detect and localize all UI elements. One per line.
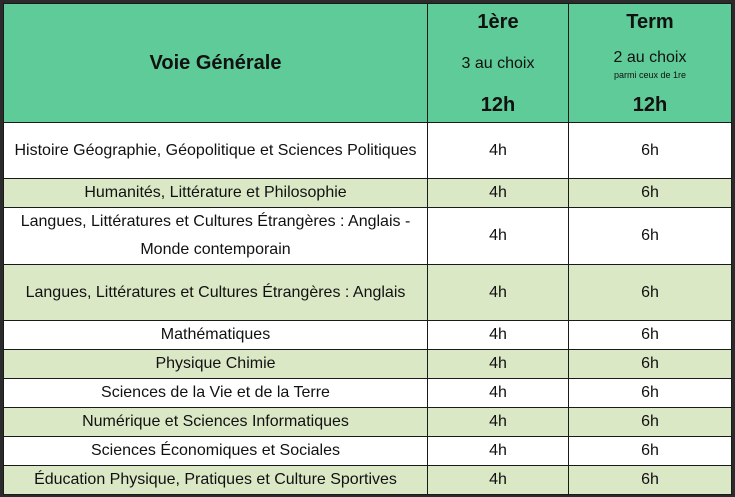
terminale-hours-cell: 6h <box>569 408 732 437</box>
premiere-hours-cell: 4h <box>428 208 569 265</box>
premiere-hours-cell: 4h <box>428 350 569 379</box>
terminale-hours-cell: 6h <box>569 379 732 408</box>
table-row <box>4 321 732 350</box>
subject-cell: Langues, Littératures et Cultures Étrangères : Anglais - Monde contemporain <box>4 208 428 265</box>
header-title: Voie Générale <box>149 51 282 74</box>
table-row <box>4 466 732 495</box>
terminale-hours-cell: 6h <box>569 437 732 466</box>
terminale-hours-cell: 6h <box>569 321 732 350</box>
header-title-cell <box>4 4 428 123</box>
table-row <box>4 408 732 437</box>
premiere-hours-cell: 4h <box>428 123 569 179</box>
premiere-hours-cell: 4h <box>428 179 569 208</box>
premiere-hours-cell: 4h <box>428 408 569 437</box>
table-row <box>4 179 732 208</box>
table-row <box>4 350 732 379</box>
table-row <box>4 379 732 408</box>
subject-cell: Humanités, Littérature et Philosophie <box>4 179 428 208</box>
header-row <box>4 4 732 123</box>
premiere-hours-cell: 4h <box>428 379 569 408</box>
terminale-hours-cell: 6h <box>569 350 732 379</box>
terminale-hours-cell: 6h <box>569 466 732 495</box>
subject-cell: Sciences de la Vie et de la Terre <box>4 379 428 408</box>
specialites-table <box>3 3 732 495</box>
terminale-hours-cell: 6h <box>569 208 732 265</box>
terminale-subnote: parmi ceux de 1re <box>613 69 687 80</box>
table-row <box>4 208 732 265</box>
subject-cell: Éducation Physique, Pratiques et Culture Sportives <box>4 466 428 495</box>
table-row <box>4 265 732 321</box>
subject-cell: Histoire Géographie, Géopolitique et Sciences Politiques <box>4 123 428 179</box>
subject-cell: Mathématiques <box>4 321 428 350</box>
premiere-hours-cell: 4h <box>428 321 569 350</box>
terminale-hours-cell: 6h <box>569 265 732 321</box>
subject-cell: Physique Chimie <box>4 350 428 379</box>
premiere-hours: 12h <box>480 94 516 116</box>
terminale-hours-cell: 6h <box>569 123 732 179</box>
premiere-choice: 3 au choix <box>461 55 535 72</box>
subject-cell: Sciences Économiques et Sociales <box>4 437 428 466</box>
terminale-choice: 2 au choix <box>613 48 687 66</box>
terminale-level: Term <box>626 11 674 33</box>
terminale-hours: 12h <box>632 94 668 116</box>
terminale-hours-cell: 6h <box>569 179 732 208</box>
premiere-hours-cell: 4h <box>428 265 569 321</box>
header-premiere-cell <box>428 4 569 123</box>
table-row <box>4 123 732 179</box>
header-terminale-cell <box>569 4 732 123</box>
premiere-hours-cell: 4h <box>428 437 569 466</box>
premiere-hours-cell: 4h <box>428 466 569 495</box>
premiere-level: 1ère <box>477 11 519 33</box>
subject-cell: Numérique et Sciences Informatiques <box>4 408 428 437</box>
table-row <box>4 437 732 466</box>
subject-cell: Langues, Littératures et Cultures Étrangères : Anglais <box>4 265 428 321</box>
